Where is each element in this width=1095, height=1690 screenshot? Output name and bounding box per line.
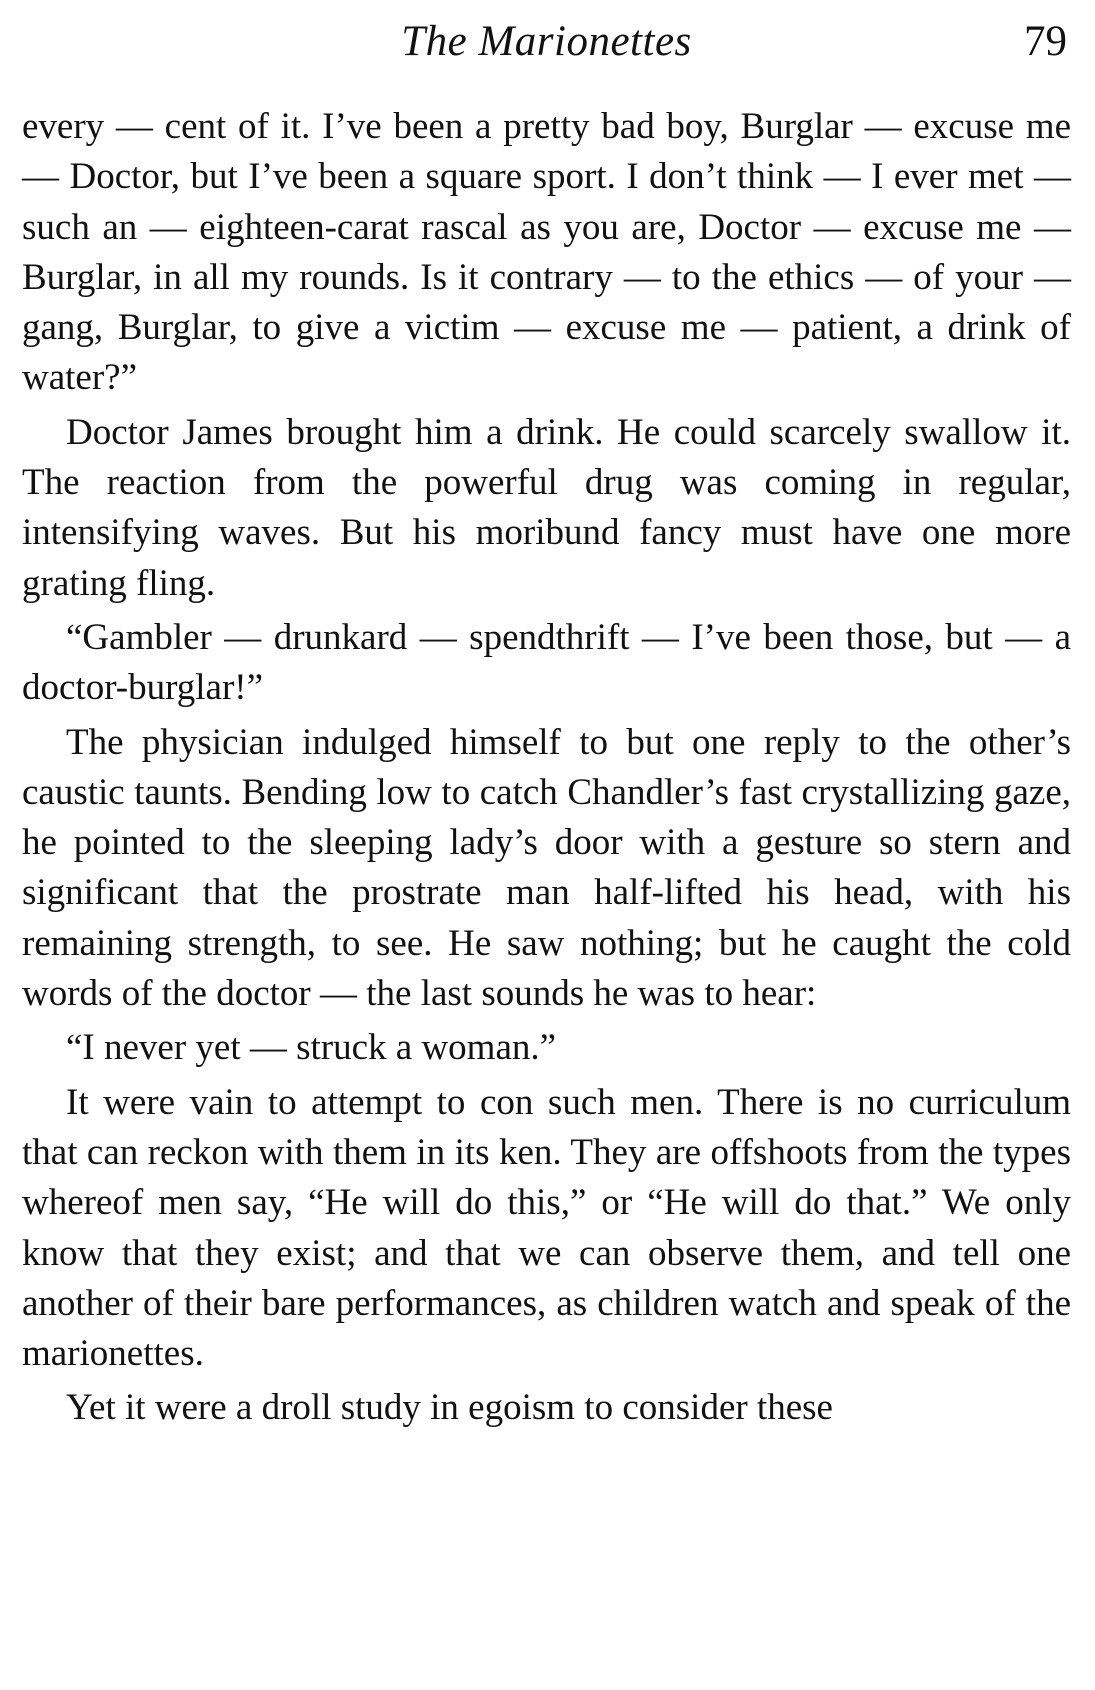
paragraph: Doctor James brought him a drink. He could scarcely swallow it. The reaction from the powerful drug was coming in regular, intensifying waves. But his moribund fancy must have one more grating fling. <box>22 411 1071 604</box>
paragraph-continued: every — cent of it. I’ve been a pretty bad boy, Burglar — excuse me — Doctor, but I’ve been a square sport. I don’t think — I ever met — such an — eighteen-carat rascal as you are, Doctor — excuse me — Burglar, in all my rounds. Is it contrary — to the ethics — of your — gang, Burglar, to give a victim — excuse me — patient, a drink of water?” <box>22 106 1071 399</box>
running-title: The Marionettes <box>401 18 692 65</box>
body-text <box>22 102 1071 1434</box>
running-header <box>22 18 1071 78</box>
paragraph: “Gambler — drunkard — spendthrift — I’ve been those, but — a doctor-burglar!” <box>22 616 1071 709</box>
paragraph: “I never yet — struck a woman.” <box>66 1027 557 1069</box>
page-number: 79 <box>1024 18 1067 65</box>
paragraph: The physician indulged himself to but one reply to the other’s caustic taunts. Bending low to catch Chandler’s fast crystallizing gaze, he pointed to the sleeping lady’s door with a gesture so stern and significant that the prostrate man half-lifted his head, with his remaining strength, to see. He saw nothing; but he caught the cold words of the doctor — the last sounds he was to hear: <box>22 721 1071 1015</box>
paragraph: Yet it were a droll study in egoism to consider these <box>66 1387 833 1429</box>
paragraph: It were vain to attempt to con such men. There is no curriculum that can reckon with them in its ken. They are offshoots from the types whereof men say, “He will do this,” or “He will do that.” We only know that they exist; and that we can observe them, and tell one another of their bare performances, as children watch and speak of the marionettes. <box>22 1081 1071 1375</box>
